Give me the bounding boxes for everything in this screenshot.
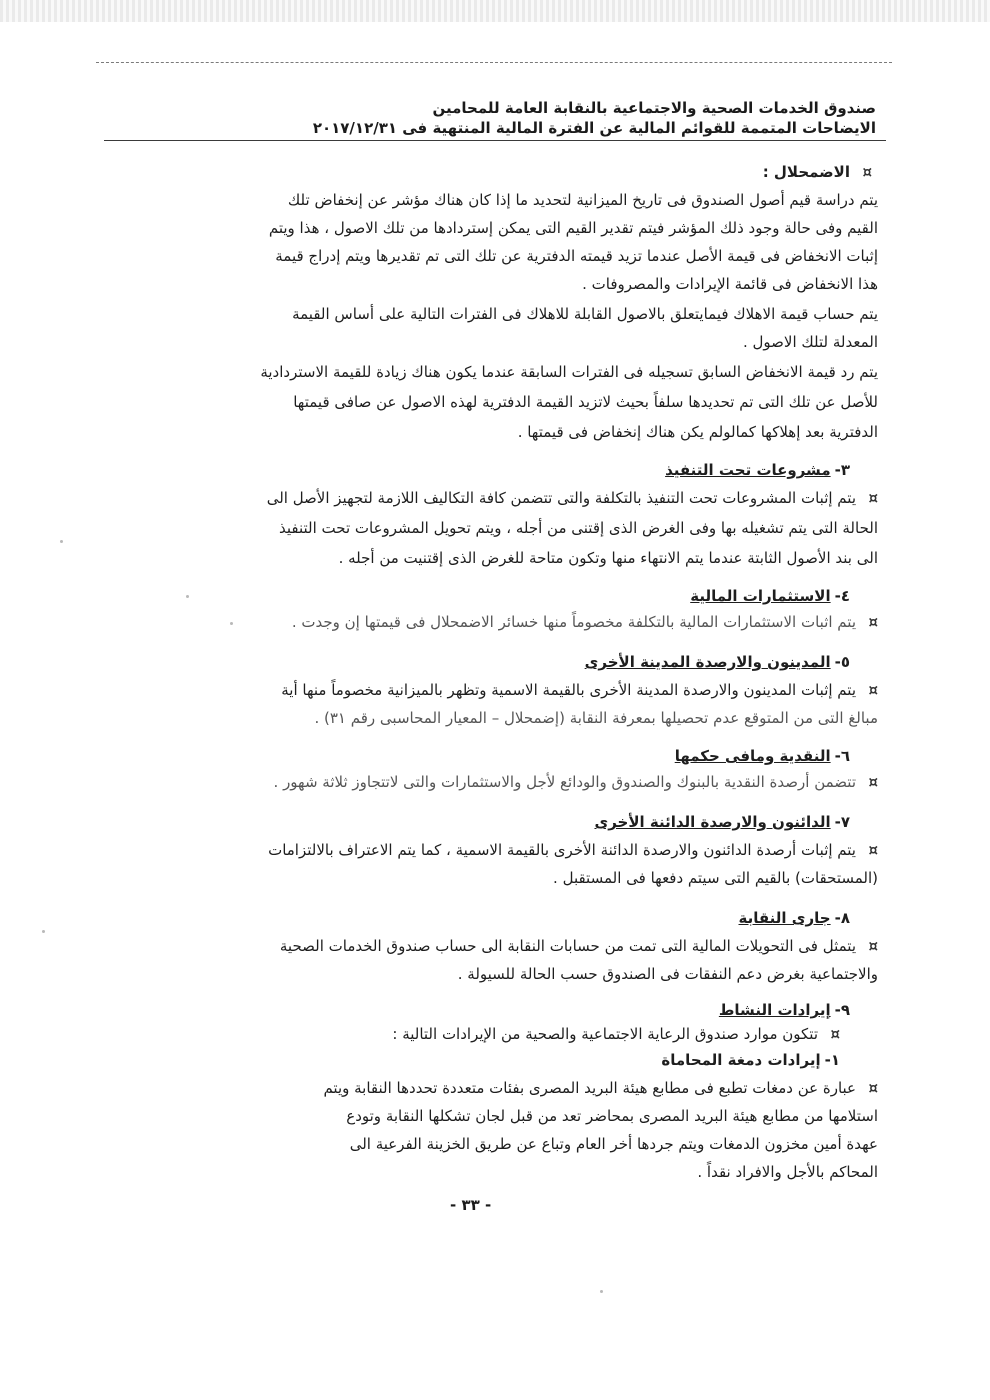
impairment-line-2: القيم وفى حالة وجود ذلك المؤشر فيتم تقدير القيم التى يمكن إستردادها من تلك الاصول ، هذا ويتم — [268, 219, 878, 237]
section-number: ٩- — [834, 1001, 850, 1019]
section-number: ٦- — [834, 747, 850, 765]
page-number: - ٣٣ - — [450, 1196, 492, 1214]
section-heading-debtors: ٥-المدينون والارصدة المدينة الأخرى — [584, 653, 850, 671]
bullet-icon: ¤ — [862, 163, 872, 181]
bullet-icon: ¤ — [868, 937, 878, 955]
header-underline — [104, 140, 886, 141]
section-number: ٤- — [834, 587, 850, 605]
section-heading-creditors: ٧-الدائنون والارصدة الدائنة الأخرى — [594, 813, 850, 831]
projects-line-3: الى بند الأصول الثابتة عندما يتم الانتهاء منها وتكون متاحة للغرض الذى إقتنيت من أجله . — [338, 549, 878, 567]
bullet-icon: ¤ — [868, 489, 878, 507]
subsection-number: ١- — [824, 1051, 840, 1069]
section-heading-syndicate: ٨-جارى النقابة — [738, 909, 850, 927]
debtors-line-2: مبالغ التى من المتوقع عدم تحصيلها بمعرفة النقابة (إضمحلال – المعيار المحاسبى رقم ٣١) . — [314, 709, 878, 727]
scan-speck — [60, 540, 63, 543]
impairment-line-1: يتم دراسة قيم أصول الصندوق فى تاريخ الميزانية لتحديد ما إذا كان هناك مؤشر عن إنخفاض تلك — [287, 191, 878, 209]
header-fund-name: صندوق الخدمات الصحية والاجتماعية بالنقابة العامة للمحامين — [432, 99, 876, 117]
syndicate-line-1: ¤يتمثل فى التحويلات المالية التى تمت من حسابات النقابة الى حساب صندوق الخدمات الصحية — [279, 937, 878, 955]
depreciation-line-2: المعدلة لتلك الاصول . — [742, 333, 878, 351]
section-heading-projects: ٣-مشروعات تحت التنفيذ — [665, 461, 850, 479]
depreciation-line-1: يتم حساب قيمة الاهلاك فيمايتعلق بالاصول القابلة للاهلاك فى الفترات التالية على أساس القيمة — [292, 305, 878, 323]
reversal-line-1: يتم رد قيمة الانخفاض السابق تسجيله فى الفترات السابقة عندما يكون هناك زيادة للقيمة الاستردادية — [260, 363, 878, 381]
section-number: ٧- — [834, 813, 850, 831]
scan-speck — [186, 595, 189, 598]
scan-speck — [42, 930, 45, 933]
scan-speck — [230, 622, 233, 625]
revenue-line-2: استلامها من مطابع هيئة البريد المصرى بمحاضر تعد من قبل لجان تشكلها النقابة وتودع — [346, 1107, 878, 1125]
reversal-line-3: الدفترية بعد إهلاكها كمالولم يكن هناك إنخفاض فى قيمتها . — [517, 423, 878, 441]
bullet-icon: ¤ — [830, 1025, 840, 1043]
section-number: ٥- — [834, 653, 850, 671]
creditors-line-2: (المستحقات) بالقيم التى سيتم دفعها فى المستقبل . — [553, 869, 878, 887]
revenue-subheading-stamp: ١-إيرادات دمغة المحاماة — [661, 1051, 840, 1069]
section-heading-cash: ٦-النقدية ومافى حكمها — [674, 747, 850, 765]
projects-line-2: الحالة التى يتم تشغيله بها وفى الغرض الذى إقتنى من أجله ، ويتم تحويل المشروعات تحت التنفيذ — [278, 519, 878, 537]
investments-line-1: ¤يتم اثبات الاستثمارات المالية بالتكلفة مخصوماً منها خسائر الاضمحلال فى قيمتها إن وجدت . — [291, 613, 878, 631]
bullet-icon: ¤ — [868, 1079, 878, 1097]
impairment-line-4: هذا الانخفاض فى قائمة الإيرادات والمصروفات . — [582, 275, 878, 293]
cash-line-1: ¤تتضمن أرصدة النقدية بالبنوك والصندوق والودائع لأجل والاستثمارات والتى لاتتجاوز ثلاثة شهور . — [273, 773, 878, 791]
reversal-line-2: للأصل عن تلك التى تم تحديدها سلفاً بحيث لاتزيد القيمة الدفترية لهذه الاصول عن صافى قيمتها — [293, 393, 878, 411]
section-heading-impairment: ¤الاضمحلال : — [762, 163, 872, 181]
creditors-line-1: ¤يتم إثبات أرصدة الدائنون والارصدة الدائنة الأخرى بالقيمة الاسمية ، كما يتم الاعتراف بالالتزامات — [268, 841, 878, 859]
bullet-icon: ¤ — [868, 681, 878, 699]
projects-line-1: ¤يتم إثبات المشروعات تحت التنفيذ بالتكلفة والتى تتضمن كافة التكاليف اللازمة لتجهيز الأصل الى — [266, 489, 878, 507]
impairment-line-3: إثبات الانخفاض فى قيمة الأصل عندما تزيد قيمته الدفترية عن تلك التى تم تقديرها ويتم إدراج قيمة — [275, 247, 878, 265]
scan-noise-strip — [0, 0, 990, 22]
syndicate-line-2: والاجتماعية بغرض دعم النفقات فى الصندوق حسب الحالة للسيولة . — [457, 965, 878, 983]
revenue-intro: ¤تتكون موارد صندوق الرعاية الاجتماعية والصحية من الإيرادات التالية : — [392, 1025, 840, 1043]
header-notes-title: الايضاحات المتممة للقوائم المالية عن الفترة المالية المنتهية فى ٢٠١٧/١٢/٣١ — [312, 119, 876, 137]
bullet-icon: ¤ — [868, 613, 878, 631]
section-heading-investments: ٤-الاستثمارات المالية — [690, 587, 850, 605]
debtors-line-1: ¤يتم إثبات المدينون والارصدة المدينة الأخرى بالقيمة الاسمية وتظهر بالميزانية مخصوماً منها أية — [281, 681, 878, 699]
section-heading-revenue: ٩-إيرادات النشاط — [718, 1001, 850, 1019]
revenue-line-4: المحاكم بالأجل والافراد نقداً . — [697, 1163, 878, 1181]
scan-speck — [600, 1290, 603, 1293]
revenue-line-3: عهدة أمين مخزون الدمغات ويتم جردها أخر العام وتباع عن طريق الخزينة الفرعية الى — [349, 1135, 878, 1153]
revenue-line-1: ¤عبارة عن دمغات تطبع فى مطابع هيئة البريد المصرى بفئات متعددة تحددها النقابة ويتم — [323, 1079, 878, 1097]
bullet-icon: ¤ — [868, 841, 878, 859]
bullet-icon: ¤ — [868, 773, 878, 791]
section-number: ٨- — [834, 909, 850, 927]
top-dashed-rule — [96, 62, 892, 63]
section-number: ٣- — [834, 461, 850, 479]
